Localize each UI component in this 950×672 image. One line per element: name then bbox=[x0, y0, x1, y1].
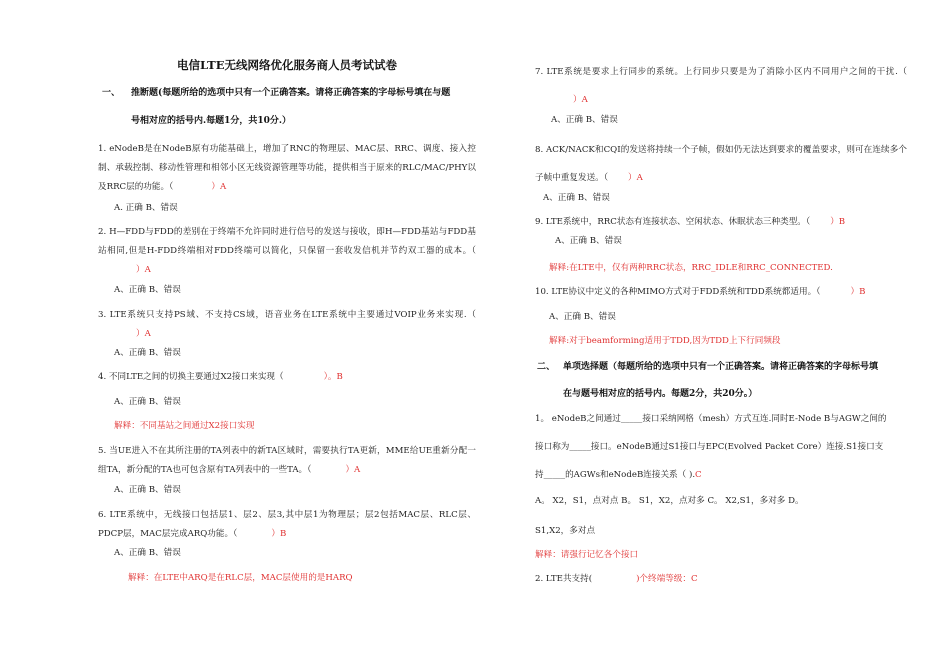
section1-heading-line1: 推断题(每题所给的选项中只有一个正确答案。请将正确答案的字母标号填在与题 bbox=[131, 88, 451, 98]
tf-options-4: A、正确 B、错误 bbox=[114, 397, 181, 407]
mc-question-1-line3: 持_____的AGWs和eNodeB连接关系（ ).C bbox=[535, 470, 702, 480]
tf-note-4: 解释：不同基站之间通过X2接口实现 bbox=[114, 421, 255, 431]
tf-question-1 bbox=[98, 140, 476, 197]
tf-options-5: A、正确 B、错误 bbox=[114, 485, 181, 495]
tf-note-9: 解释:在LTE中，仅有两种RRC状态，RRC_IDLE和RRC_CONNECTED. bbox=[549, 263, 833, 273]
question-text: 2. LTE共支持( bbox=[535, 574, 593, 584]
question-text: 2. H—FDD与FDD的差别在于终端不允许同时进行信号的发送与接收，即H—FDD基站与FDD基站相同,但是H-FDD终端相对FDD终端可以简化，只保留一套收发信机并节约双工器的成本。（ bbox=[98, 227, 476, 256]
section2-number: 二、 bbox=[537, 362, 556, 372]
answer-mark: ）A bbox=[211, 182, 227, 192]
mc-options-1: A。 X2，S1，点对点 B。 S1，X2，点对多 C。 X2,S1，多对多 D。 bbox=[535, 496, 804, 506]
tf-note-6: 解释：在LTE中ARQ是在RLC层，MAC层使用的是HARQ bbox=[128, 573, 353, 583]
tf-options-8: A、正确 B、错误 bbox=[543, 193, 610, 203]
tf-options-1: A. 正确 B、错误 bbox=[114, 203, 178, 213]
page-title: 电信LTE无线网络优化服务商人员考试试卷 bbox=[177, 58, 397, 72]
question-text: 9. LTE系统中，RRC状态有连接状态、空闲状态、休眠状态三种类型。（ bbox=[535, 217, 811, 227]
section1-heading-line2: 号相对应的括号内.每题1分，共10分.） bbox=[131, 116, 292, 126]
mc-options-1-cont: S1,X2，多对点 bbox=[535, 526, 596, 536]
tf-options-10: A、正确 B、错误 bbox=[549, 312, 616, 322]
answer-mark: ）A bbox=[573, 95, 588, 105]
tf-question-7 bbox=[535, 58, 907, 114]
mc-question-1-line2: 接口称为_____接口。eNodeB通过S1接口与EPC(Evolved Packet Core）连接.S1接口支 bbox=[535, 442, 884, 452]
tf-question-9 bbox=[535, 215, 845, 229]
mc-question-1-line1: 1。 eNodeB之间通过_____接口采纳网格（mesh）方式互连.同时E-Node B与AGW之间的 bbox=[535, 414, 887, 424]
question-text: 10. LTE协议中定义的各种MIMO方式对于FDD系统和TDD系统都适用。（ bbox=[535, 287, 821, 297]
question-text: 5. 当UE进入不在其所注册的TA列表中的新TA区域时，需要执行TA更新，MME给UE重新分配一组TA，新分配的TA也可包含原有TA列表中的一些TA。（ bbox=[98, 446, 476, 475]
tf-options-9: A、正确 B、错误 bbox=[555, 236, 622, 246]
tf-options-6: A、正确 B、错误 bbox=[114, 548, 181, 558]
section2-heading-line1: 单项选择题（每题所给的选项中只有一个正确答案。请将正确答案的字母标号填 bbox=[563, 362, 879, 372]
answer-mark: ）A bbox=[136, 329, 151, 339]
answer-mark: ）A bbox=[628, 173, 643, 183]
question-text: 7. LTE系统是要求上行同步的系统。上行同步只要是为了消除小区内不同用户之间的干扰.（ bbox=[535, 67, 907, 77]
question-text: 8. ACK/NACK和CQI的发送将持续一个子帧，假如仍无法达到要求的覆盖要求，则可在连续多个子帧中重复发送。（ bbox=[535, 145, 907, 183]
tf-question-3 bbox=[98, 306, 476, 344]
question-text: 3. LTE系统只支持PS域、不支持CS域，语音业务在LTE系统中主要通过VOIP业务来实现.（ bbox=[98, 310, 476, 320]
question-text: 6. LTE系统中，无线接口包括层1、层2、层3,其中层1为物理层；层2包括MAC层、RLC层、PDCP层，MAC层完成ARQ功能。（ bbox=[98, 510, 476, 539]
answer-mark: ）。B bbox=[323, 372, 343, 382]
tf-options-7: A、正确 B、错误 bbox=[551, 115, 618, 125]
answer-mark: ）B bbox=[830, 217, 846, 227]
tf-question-5 bbox=[98, 442, 476, 480]
answer-mark: ）B bbox=[850, 287, 866, 297]
question-text: 4. 不同LTE之间的切换主要通过X2接口来实现（ bbox=[98, 372, 284, 382]
tf-note-10: 解释:对于beamforming适用于TDD,因为TDD上下行同频段 bbox=[549, 336, 781, 346]
tf-question-4 bbox=[98, 370, 343, 384]
tf-question-6 bbox=[98, 506, 476, 544]
mc-note-1: 解释：请强行记忆各个接口 bbox=[535, 550, 639, 560]
answer-mark: ）A bbox=[136, 265, 151, 275]
mc-question-2 bbox=[535, 572, 698, 586]
question-text: 1. eNodeB是在NodeB原有功能基础上，增加了RNC的物理层、MAC层、RRC、调度、接入控制、承载控制、移动性管理和相邻小区无线资源管理等功能，提供相当于原来的RLC/MAC/PHY以及RRC层的功能。（ bbox=[98, 144, 476, 192]
section1-number: 一、 bbox=[102, 88, 121, 98]
section2-heading-line2: 在与题号相对应的括号内。每题2分，共20分。） bbox=[563, 389, 758, 399]
tf-question-8 bbox=[535, 136, 907, 192]
tf-question-10 bbox=[535, 285, 865, 299]
answer-mark: ）A bbox=[345, 465, 361, 475]
answer-mark: ）B bbox=[271, 529, 287, 539]
tf-options-2: A、正确 B、错误 bbox=[114, 285, 181, 295]
tf-question-2 bbox=[98, 223, 476, 280]
answer-mark: )个终端等级：C bbox=[636, 574, 698, 584]
tf-options-3: A、正确 B、错误 bbox=[114, 348, 181, 358]
